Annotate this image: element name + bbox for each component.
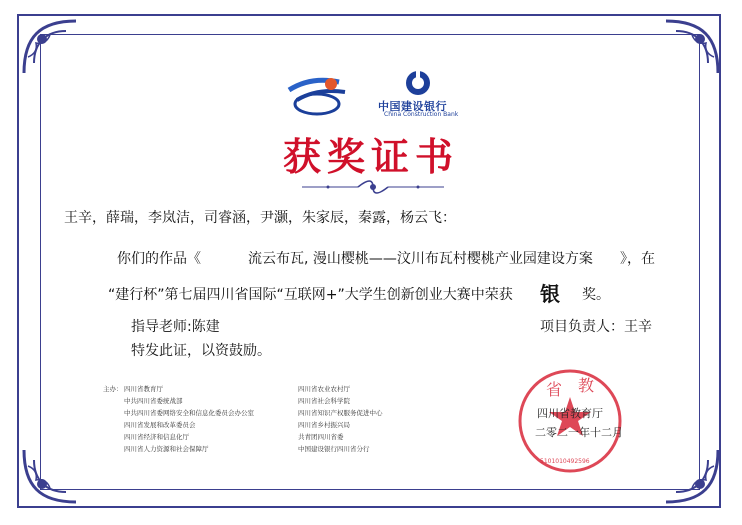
svg-text:5101010492596: 5101010492596 <box>540 458 590 465</box>
corner-ornament-bottom-right <box>662 446 722 506</box>
advisor: 指导老师:陈建 <box>131 319 220 335</box>
project-leader: 项目负责人：王辛 <box>540 319 652 335</box>
corner-ornament-top-left <box>20 17 80 77</box>
host-item: 中共四川省委网络安全和信息化委员会办公室 <box>124 409 254 417</box>
host-item: 四川省知识产权服务促进中心 <box>298 409 383 417</box>
host-item: 四川省教育厅 <box>124 385 163 393</box>
issue-date: 二零二一年十二月 <box>535 426 623 439</box>
host-item: 四川省农业农村厅 <box>298 385 350 393</box>
award-level: 银 <box>540 282 560 306</box>
certificate-title: 获奖证书 <box>282 134 459 179</box>
award-suffix: 奖。 <box>582 287 610 303</box>
issued-note: 特发此证，以资鼓励。 <box>131 343 271 359</box>
host-item: 四川省乡村振兴局 <box>298 421 350 429</box>
title-ornament <box>298 176 448 198</box>
host-item: 四川省发展和改革委员会 <box>124 421 196 429</box>
host-item: 四川省人力资源和社会保障厅 <box>124 445 209 453</box>
corner-ornament-top-right <box>662 17 722 77</box>
competition-text: “建行杯”第七届四川省国际“互联网+”大学生创新创业大赛中荣获 <box>108 287 513 303</box>
host-item: 四川省社会科学院 <box>298 397 350 405</box>
host-item: 四川省经济和信息化厅 <box>124 433 189 441</box>
svg-text:教: 教 <box>578 376 595 395</box>
competition-logo <box>287 70 349 120</box>
recipient-names: 王辛，薛瑞，李岚洁，司睿涵，尹灏，朱家辰，秦露，杨云飞： <box>64 210 456 226</box>
host-item: 中共四川省委统战部 <box>124 397 183 405</box>
bank-name-en: China Construction Bank <box>384 111 459 118</box>
issuer-name: 四川省教育厅 <box>537 407 603 420</box>
svg-text:省: 省 <box>546 380 563 399</box>
work-suffix: 》，在 <box>620 251 655 267</box>
hosts-label: 主办： <box>103 385 123 393</box>
bank-name-zh: 中国建设银行 <box>378 100 447 113</box>
host-item: 中国建设银行四川省分行 <box>298 445 370 453</box>
corner-ornament-bottom-left <box>20 446 80 506</box>
work-prefix: 你们的作品《 <box>117 251 201 267</box>
host-item: 共青团四川省委 <box>298 433 344 441</box>
work-title: 流云布瓦, 漫山樱桃——汶川布瓦村樱桃产业园建设方案 <box>248 251 593 267</box>
official-seal <box>516 367 624 475</box>
